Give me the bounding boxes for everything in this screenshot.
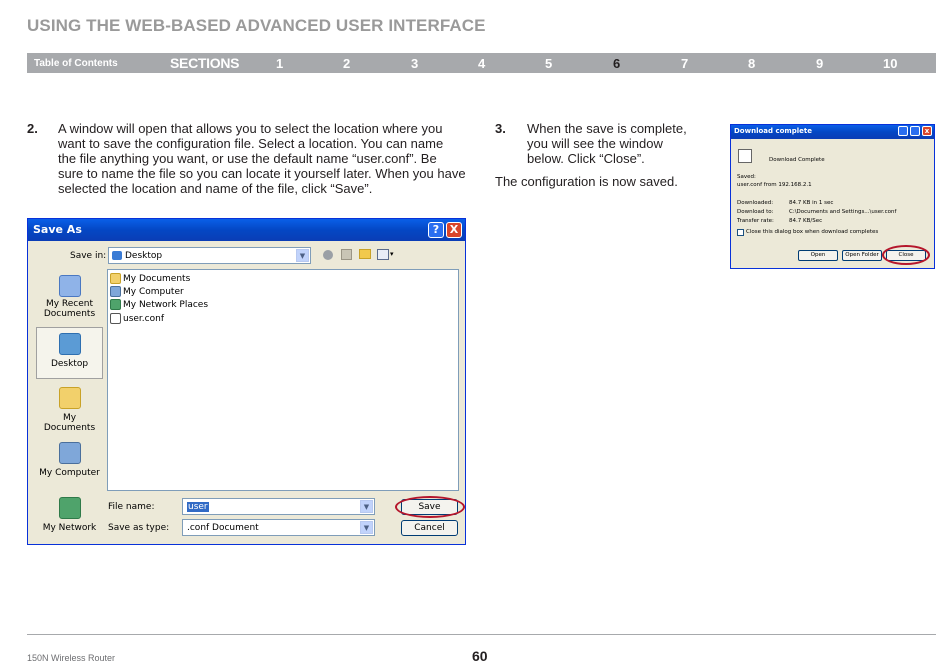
save-in-label: Save in: xyxy=(70,251,107,261)
checkbox-label: Close this dialog box when download completes xyxy=(746,229,879,235)
step-text-line: A window will open that allows you to select the location where you xyxy=(58,121,443,136)
maximize-icon[interactable] xyxy=(910,126,920,136)
open-button[interactable]: Open xyxy=(798,250,838,261)
footer-divider xyxy=(27,634,936,635)
section-link-4[interactable]: 4 xyxy=(478,56,486,71)
download-complete-dialog xyxy=(730,124,935,269)
view-menu-icon[interactable] xyxy=(377,249,389,260)
close-when-done-checkbox[interactable] xyxy=(737,229,744,236)
file-name-label: File name: xyxy=(108,502,155,512)
place-my-recent-documents[interactable] xyxy=(36,275,103,319)
place-label: My Documents xyxy=(43,413,96,433)
transfer-rate-value: 84.7 KB/Sec xyxy=(789,218,823,224)
section-nav-bar xyxy=(27,53,936,73)
open-folder-button[interactable]: Open Folder xyxy=(842,250,882,261)
save-button[interactable]: Save xyxy=(401,499,458,515)
desktop-icon xyxy=(59,333,81,355)
document-icon xyxy=(110,313,121,324)
section-link-10[interactable]: 10 xyxy=(883,56,898,71)
sections-label: SECTIONS xyxy=(170,55,240,71)
step-text-line: When the save is complete, xyxy=(527,121,687,136)
minimize-icon[interactable] xyxy=(898,126,908,136)
close-highlight-oval xyxy=(882,245,930,265)
back-icon[interactable] xyxy=(323,250,333,260)
place-my-computer[interactable] xyxy=(36,442,103,478)
chevron-down-icon[interactable]: ▼ xyxy=(360,500,373,513)
page-number: 60 xyxy=(472,648,488,664)
list-item[interactable] xyxy=(110,273,190,284)
place-label: My Computer xyxy=(39,468,100,478)
saved-label: Saved: xyxy=(737,174,756,180)
page-header-title: USING THE WEB-BASED ADVANCED USER INTERFACE xyxy=(27,16,486,35)
section-link-1[interactable]: 1 xyxy=(276,56,284,71)
step-text-line: the file anything you want, or use the default name “user.conf”. Be xyxy=(58,151,437,166)
dialog-title: Save As xyxy=(33,223,82,236)
download-to-label: Download to: xyxy=(737,209,774,215)
step-text-line: selected the location and name of the file, click “Save”. xyxy=(58,181,373,196)
close-icon[interactable]: x xyxy=(922,126,932,136)
table-of-contents-link[interactable]: Table of Contents xyxy=(34,58,118,69)
dialog-title: Download complete xyxy=(734,127,812,135)
transfer-rate-label: Transfer rate: xyxy=(737,218,774,224)
save-highlight-oval xyxy=(395,496,465,518)
save-in-dropdown[interactable] xyxy=(108,247,311,264)
list-item[interactable] xyxy=(110,313,164,324)
place-label: My Network xyxy=(42,523,97,533)
place-label: Desktop xyxy=(50,359,89,369)
download-complete-icon xyxy=(738,149,752,163)
place-my-network[interactable] xyxy=(36,497,103,533)
step-number: 2. xyxy=(27,121,38,136)
folder-icon xyxy=(110,273,121,284)
save-as-type-label: Save as type: xyxy=(108,523,170,533)
save-as-type-dropdown[interactable] xyxy=(182,519,375,536)
desktop-icon xyxy=(112,251,122,260)
step-text-line: below. Click “Close”. xyxy=(527,151,645,166)
help-button[interactable]: ? xyxy=(428,222,444,238)
file-name-input[interactable] xyxy=(182,498,375,515)
my-computer-icon xyxy=(59,442,81,464)
dialog-title-bar[interactable] xyxy=(731,125,934,139)
download-heading: Download Complete xyxy=(769,157,825,163)
section-link-5[interactable]: 5 xyxy=(545,56,553,71)
save-in-value: Desktop xyxy=(125,251,163,261)
section-link-7[interactable]: 7 xyxy=(681,56,689,71)
footer-product: 150N Wireless Router xyxy=(27,653,116,663)
up-folder-icon[interactable] xyxy=(341,249,352,260)
saved-value: user.conf from 192.168.2.1 xyxy=(737,182,812,188)
view-menu-arrow-icon[interactable]: ▾ xyxy=(390,250,394,258)
step-text-line: want to save the configuration file. Select a location. You can name xyxy=(58,136,444,151)
computer-icon xyxy=(110,286,121,297)
list-item[interactable] xyxy=(110,299,208,310)
recent-documents-icon xyxy=(59,275,81,297)
cancel-button[interactable]: Cancel xyxy=(401,520,458,536)
step-number: 3. xyxy=(495,121,506,136)
file-label: My Network Places xyxy=(123,299,209,310)
new-folder-icon[interactable] xyxy=(359,249,371,259)
section-link-9[interactable]: 9 xyxy=(816,56,824,71)
saved-note: The configuration is now saved. xyxy=(495,174,678,189)
file-label: My Computer xyxy=(123,286,184,297)
my-documents-icon xyxy=(59,387,81,409)
my-network-icon xyxy=(59,497,81,519)
save-as-dialog xyxy=(27,218,466,545)
place-label: My Recent Documents xyxy=(43,299,96,319)
download-to-value: C:\Documents and Settings...\user.conf xyxy=(789,209,897,215)
close-button[interactable]: Close xyxy=(886,250,926,261)
section-link-6[interactable]: 6 xyxy=(613,56,621,71)
step-text-line: you will see the window xyxy=(527,136,663,151)
close-button[interactable]: X xyxy=(446,222,462,238)
save-as-type-value: .conf Document xyxy=(187,523,259,533)
network-icon xyxy=(110,299,121,310)
place-my-documents[interactable] xyxy=(36,387,103,433)
place-desktop[interactable] xyxy=(36,327,103,379)
step-text-line: sure to name the file so you can locate it yourself later. When you have xyxy=(58,166,466,181)
section-link-8[interactable]: 8 xyxy=(748,56,756,71)
file-label: My Documents xyxy=(123,273,191,284)
chevron-down-icon[interactable]: ▼ xyxy=(360,521,373,534)
file-name-value: user xyxy=(188,502,208,512)
file-list[interactable] xyxy=(107,269,459,491)
places-bar xyxy=(36,269,103,533)
section-link-3[interactable]: 3 xyxy=(411,56,419,71)
downloaded-value: 84.7 KB in 1 sec xyxy=(789,200,834,206)
list-item[interactable] xyxy=(110,286,184,297)
file-label: user.conf xyxy=(123,313,164,324)
chevron-down-icon[interactable]: ▼ xyxy=(296,249,309,262)
section-link-2[interactable]: 2 xyxy=(343,56,351,71)
downloaded-label: Downloaded: xyxy=(737,200,774,206)
dialog-title-bar[interactable] xyxy=(28,219,465,241)
